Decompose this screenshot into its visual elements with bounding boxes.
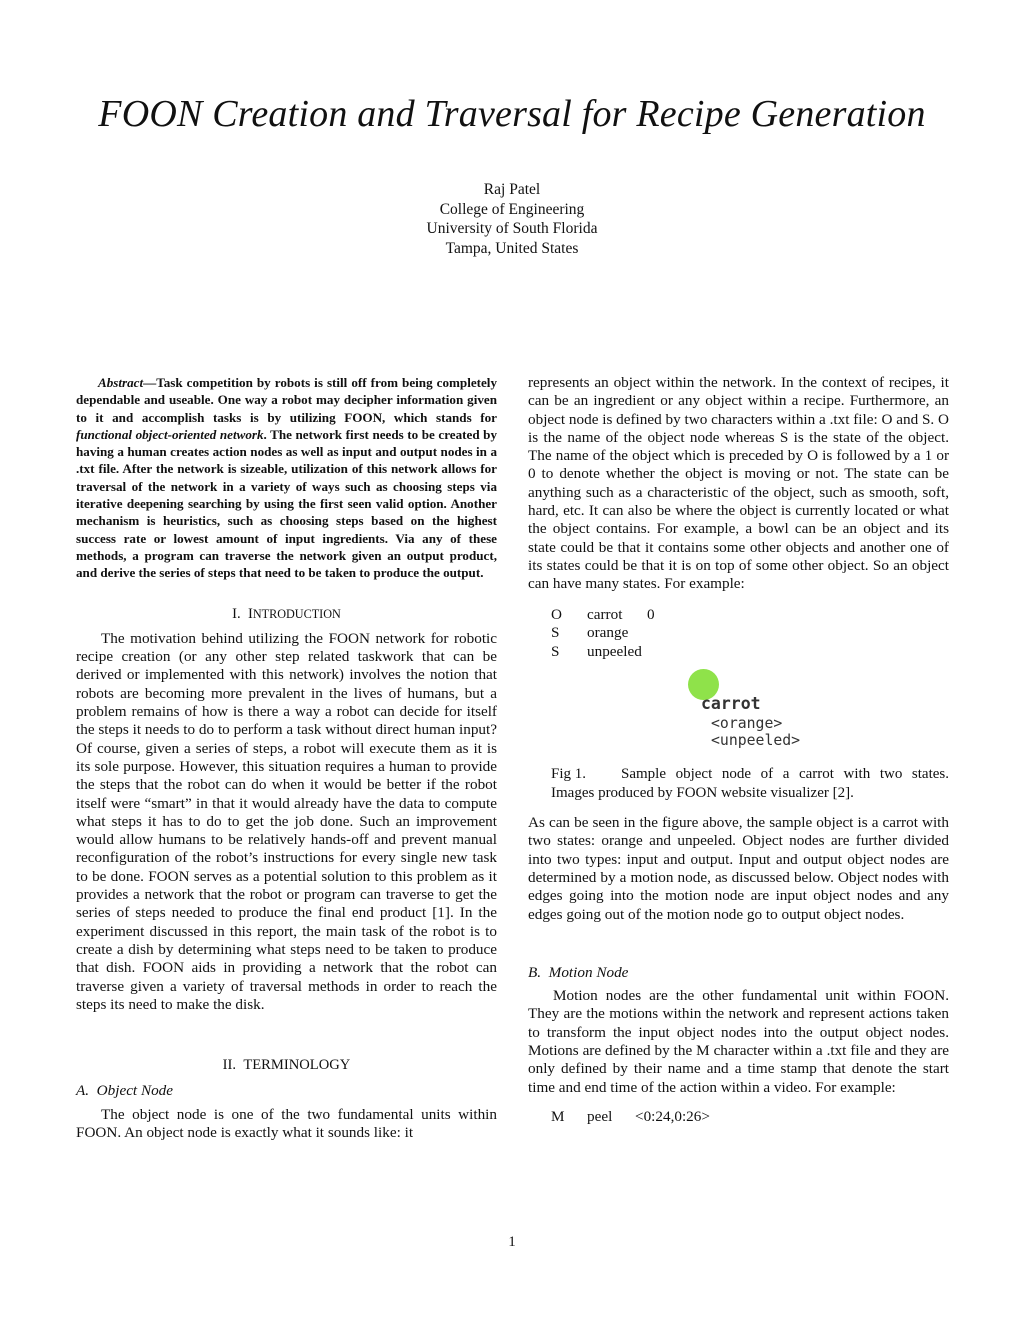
motion-example-time: <0:24,0:26> xyxy=(635,1107,710,1125)
section-heading-introduction xyxy=(76,605,497,623)
after-figure-paragraph: As can be seen in the figure above, the sample object is a carrot with two states: orange and unpeeled. Object nodes are further divided into two types: input and output. Input and output object nodes are determined by a motion node, as discussed below. Object nodes with edges going into the motion node are input object nodes and any edges going out of the motion node go to output object nodes. xyxy=(528,814,949,923)
motion-example-value: peel xyxy=(587,1107,613,1125)
motion-example-key: M xyxy=(551,1107,565,1125)
figure-object-node xyxy=(528,669,949,765)
abstract xyxy=(76,374,497,582)
motion-example xyxy=(551,1108,949,1126)
abstract-dash: — xyxy=(143,375,157,390)
paper-title: FOON Creation and Traversal for Recipe Generation xyxy=(98,93,926,135)
subsection-label: A. xyxy=(76,1082,90,1100)
subsection-label: B. xyxy=(528,963,542,981)
author-name: Raj Patel xyxy=(483,181,541,198)
abstract-text-b: . The network first needs to be created by having a human creates action nodes as well as input and output nodes in a .txt file. After the network is sizeable, utilization of this network allows for traversal of the network in a variety of ways such as choosing steps via iterative deepening searching by using the first seen valid option. Another mechanism is heuristics, such as choosing steps based on the highest success rate or lowest amount of input ingredients. Via any of these methods, a program can traverse the network given an output product, and derive the series of steps that need to be taken to produce the output. xyxy=(76,426,497,581)
motion-node-paragraph: Motion nodes are the other fundamental unit within FOON. They are the motions within the network and represent actions taken to transform the input object nodes into the output object nodes. Motions are defined by the M character within a .txt file and they are only defined by their name and a time stamp that denote the start time and end time of the action within a video. For example: xyxy=(528,987,949,1096)
section-initial: I xyxy=(247,605,253,622)
left-column xyxy=(76,374,497,1142)
object-example-key: O xyxy=(551,605,562,623)
subsection-heading-motion-node xyxy=(528,964,949,982)
figure-caption xyxy=(551,765,949,802)
abstract-label: Abstract xyxy=(98,375,144,390)
object-example-row xyxy=(551,643,655,662)
object-node-paragraph-cont: represents an object within the network. In the context of recipes, it can be an ingredient or any object within a recipe. Furthermore, an object node is defined by two characters within a .txt file: O and S. O is the name of the object node whereas S is the state of the object. The name of the object which is preceded by O is followed by a 1 or 0 to denote whether the object is moving or not. The state can be anything such as a characteristic of the object, such as smooth, soft, hard, etc. It can also be where the object is currently located or what the object contains. For example, a bowl can be an object and its state could be that it contains some other objects and another one of its states could be that it is on top of some other object. So an object can have many states. For example: xyxy=(528,374,949,593)
figure-caption-text: Sample object node of a carrot with two states. Images produced by FOON website visualizer [2]. xyxy=(551,766,949,801)
section-title: TERMINOLOGY xyxy=(243,1057,351,1074)
figure-node-name: carrot xyxy=(701,694,761,714)
figure-node-state: <unpeeled> xyxy=(711,732,801,750)
object-example-flag xyxy=(647,643,655,662)
subsection-title: Motion Node xyxy=(548,963,629,981)
object-example-table xyxy=(551,606,655,662)
object-node-paragraph-start: The object node is one of the two fundamental units within FOON. An object node is exactly what it sounds like: it xyxy=(76,1105,497,1141)
figure-caption-label: Fig 1. xyxy=(551,766,587,783)
section-heading-terminology xyxy=(76,1056,497,1074)
right-column xyxy=(528,374,949,1126)
object-example-value: orange xyxy=(587,624,629,642)
object-example-flag: 0 xyxy=(647,605,655,623)
object-example-value: carrot xyxy=(587,605,623,623)
page-number: 1 xyxy=(508,1234,516,1250)
section-number: II. xyxy=(222,1057,237,1074)
object-example-row xyxy=(551,624,655,643)
introduction-paragraph: The motivation behind utilizing the FOON network for robotic recipe creation (or any other step related taskwork that can be derived or implemented with this network) involves the notion that robots are becoming more prevalent in the lives of humans, but a problem remains of how is there a way a robot can decide for itself the steps it needs to do to perform a task without direct human input? Of course, given a series of steps, a robot will execute them as it is its sole purpose. However, this situation requires a human to provide the steps that the robot can do when it would be better if the robot itself were “smart” in that it would already have the data to compute what steps it has to do to get the job done. Such an improvement would allow humans to be relatively hands-off and prevent manual reconfiguration of the robot’s instructions for every single new task to be done. FOON serves as a potential solution to this problem as it provides a network that the robot or program can traverse to get the series of steps needed to produce the final end product [1]. In the experiment discussed in this report, the main task of the robot is to create a dish by determining what steps need to be taken to produce that dish. FOON aids in providing a network that the robot can traverse given a variety of traversal methods in order to reach the steps its need to make the disk. xyxy=(76,629,497,1013)
subsection-heading-object-node xyxy=(76,1082,497,1100)
figure-node-state: <orange> xyxy=(711,715,783,733)
object-example-value: unpeeled xyxy=(587,642,642,660)
author-university: University of South Florida xyxy=(426,220,598,237)
author-location: Tampa, United States xyxy=(445,239,579,257)
object-example-row xyxy=(551,606,655,625)
author-affiliation: College of Engineering xyxy=(439,200,585,218)
object-example-key: S xyxy=(551,642,560,660)
author-block xyxy=(0,180,1024,258)
abstract-text-a: Task competition by robots is still off from being completely dependable and useable. One way a robot may decipher information given to it and accomplish tasks is by utilizing FOON, which stands for xyxy=(76,375,497,425)
section-title-rest: NTRODUCTION xyxy=(252,606,341,621)
abstract-foon-full: functional object-oriented network xyxy=(76,426,264,442)
subsection-title: Object Node xyxy=(96,1082,174,1100)
section-number: I. xyxy=(232,605,241,622)
object-example-key: S xyxy=(551,624,560,642)
object-example-flag xyxy=(647,624,655,643)
